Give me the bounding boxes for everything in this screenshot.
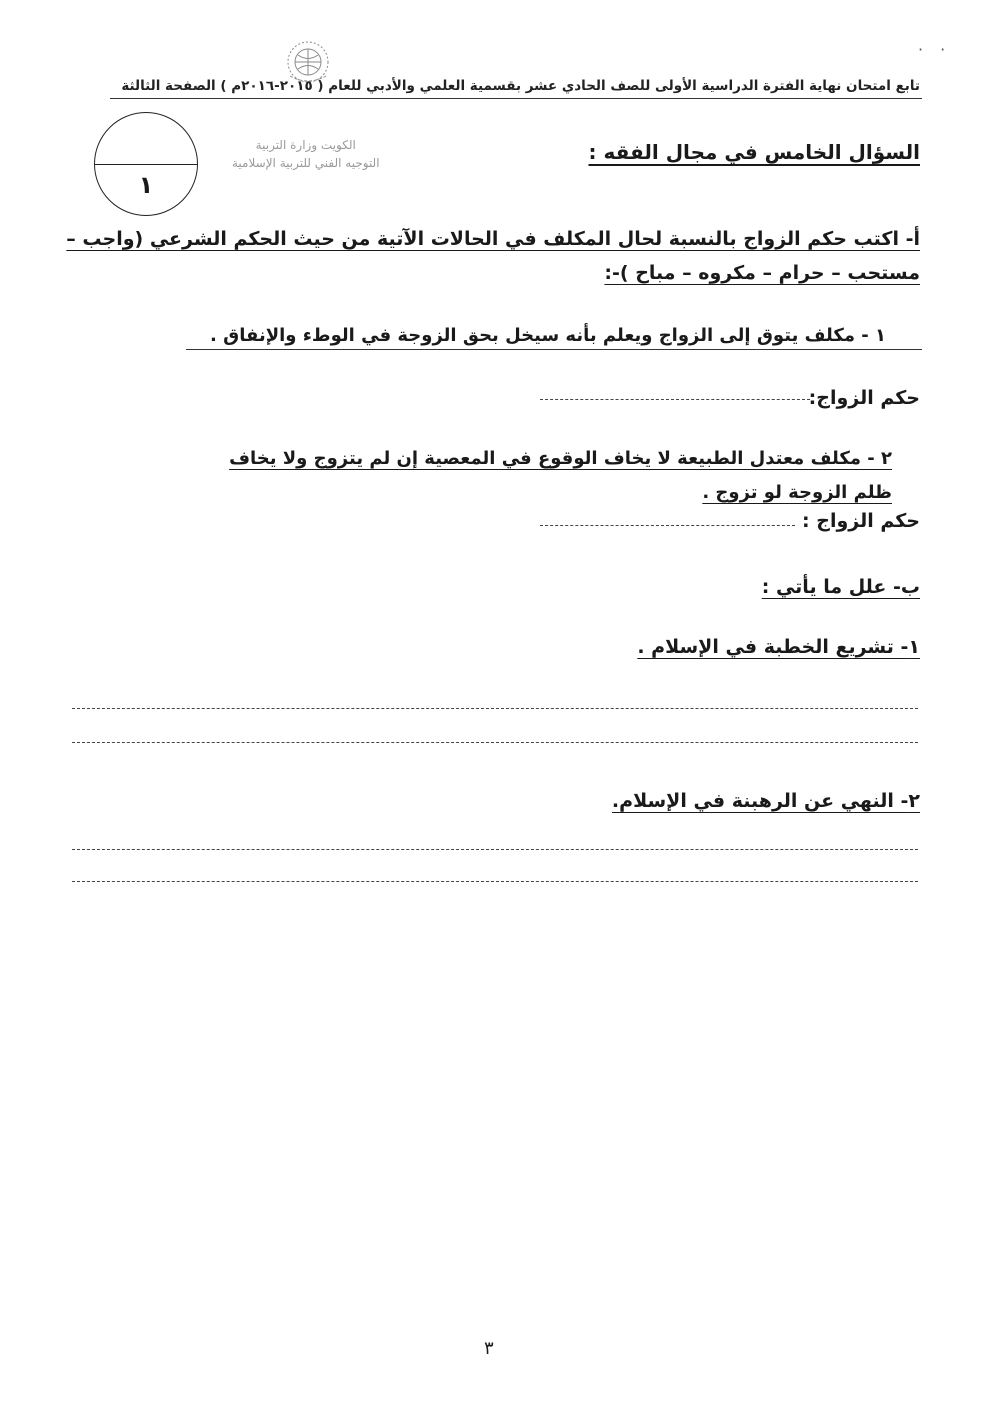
corner-marks: · ·: [918, 40, 952, 59]
question-title: السؤال الخامس في مجال الفقه :: [588, 140, 920, 164]
case-1-text: ١ - مكلف يتوق إلى الزواج ويعلم بأنه سيخل بحق الزوجة في الوطء والإنفاق .: [210, 325, 886, 346]
answer-line[interactable]: [72, 849, 918, 850]
score-value: ١: [138, 171, 154, 199]
case-2-answer-blank[interactable]: [540, 525, 795, 526]
answer-line[interactable]: [72, 708, 918, 709]
case-2-answer-label: حكم الزواج :: [802, 510, 920, 532]
part-a-instruction-cont: مستحب – حرام – مكروه – مباح )-:: [604, 262, 920, 284]
page-number: ٣: [484, 1338, 494, 1359]
case-2-text: ٢ - مكلف معتدل الطبيعة لا يخاف الوقوع في المعصية إن لم يتزوج ولا يخاف: [229, 448, 892, 469]
case-1-answer-label: حكم الزواج:: [808, 387, 920, 409]
ministry-stamp-line1: الكويت وزارة التربية: [255, 138, 356, 152]
case-2-text-cont: ظلم الزوجة لو تزوج .: [702, 482, 892, 503]
score-circle: [94, 112, 198, 216]
reason-item-2: ٢- النهي عن الرهبنة في الإسلام.: [611, 790, 920, 812]
ministry-stamp-line2: التوجيه الفني للتربية الإسلامية: [232, 156, 380, 170]
header-divider: [110, 98, 922, 99]
case-1-answer-blank[interactable]: [540, 399, 810, 400]
ministry-stamp: [232, 136, 380, 172]
part-b-title: ب- علل ما يأتي :: [761, 576, 920, 598]
answer-line[interactable]: [72, 742, 918, 743]
reason-item-1: ١- تشريع الخطبة في الإسلام .: [637, 636, 920, 658]
exam-header: تابع امتحان نهاية الفترة الدراسية الأولى للصف الحادي عشر بقسمية العلمي والأدبي للعام ( ٢٠١٥-٢٠١٦م ) الصفحة الثالثة: [121, 78, 920, 94]
score-divider: [95, 164, 197, 165]
case-1-underline: [186, 349, 922, 350]
part-a-instruction: أ- اكتب حكم الزواج بالنسبة لحال المكلف في الحالات الآتية من حيث الحكم الشرعي (واجب –: [66, 228, 920, 250]
answer-line[interactable]: [72, 881, 918, 882]
